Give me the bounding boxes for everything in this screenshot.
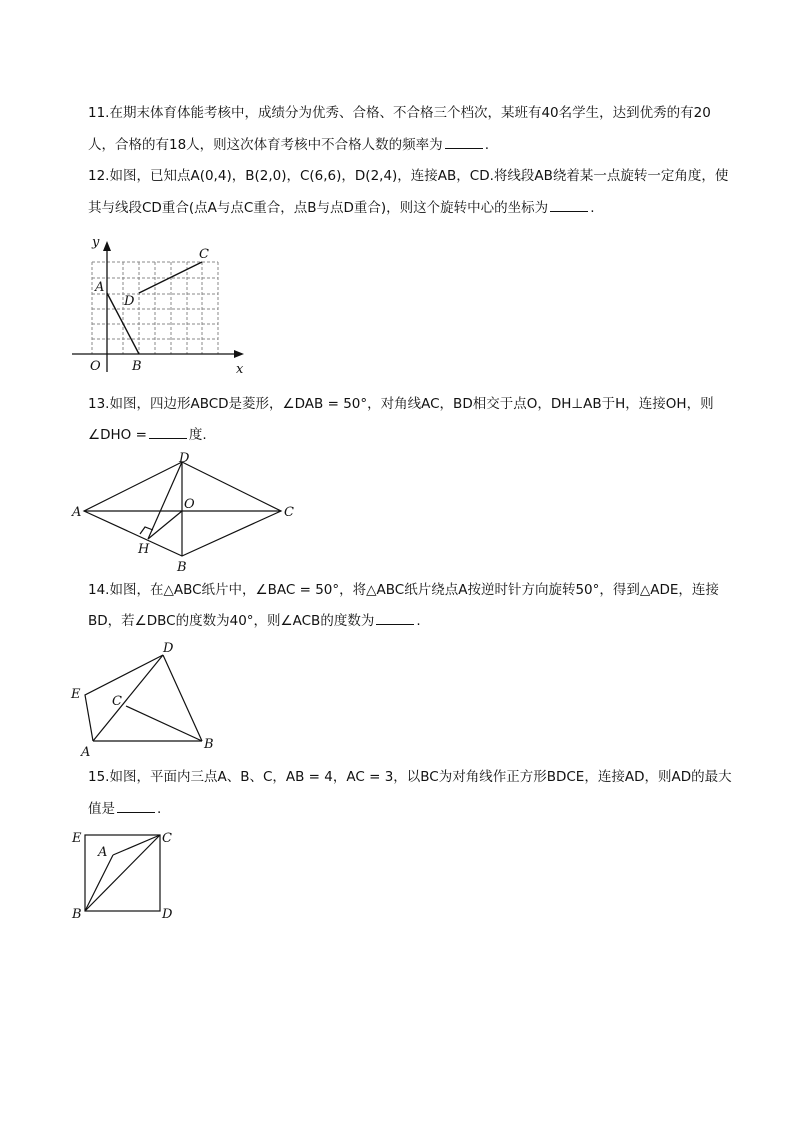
label-x: x — [236, 362, 244, 377]
q12-line1: 12.如图，已知点A(0,4)，B(2,0)，C(6,6)，D(2,4)，连接AB，CD.将线段AB绕着某一点旋转一定角度，使 — [88, 168, 729, 184]
label-b: B — [72, 907, 82, 922]
label-b: B — [204, 737, 214, 752]
grid — [92, 262, 218, 354]
label-d: D — [179, 451, 190, 466]
label-a: A — [72, 505, 82, 520]
label-h: H — [138, 542, 150, 557]
label-e: E — [72, 831, 82, 846]
label-c: C — [162, 831, 172, 846]
q14-line1: 14.如图，在△ABC纸片中，∠BAC = 50°，将△ABC纸片绕点A按逆时针方向旋转50°，得到△ADE，连接 — [88, 582, 719, 598]
label-c: C — [284, 505, 294, 520]
q13-line2: ∠DHO = 度. — [88, 427, 207, 443]
label-a: A — [98, 845, 108, 860]
label-o: O — [184, 497, 195, 512]
answer-blank[interactable] — [550, 199, 588, 212]
q14-line2: BD，若∠DBC的度数为40°，则∠ACB的度数为 . — [88, 613, 421, 629]
q11-line2: 人，合格的有18人，则这次体育考核中不合格人数的频率为 . — [88, 137, 489, 153]
answer-blank[interactable] — [117, 800, 155, 813]
segment-oh — [148, 511, 182, 539]
label-a: A — [95, 280, 105, 295]
label-c: C — [199, 247, 209, 262]
answer-blank[interactable] — [445, 136, 483, 149]
segment-ad — [93, 655, 163, 741]
q15-line1: 15.如图，平面内三点A、B、C，AB = 4，AC = 3，以BC为对角线作正方形BDCE，连接AD，则AD的最大 — [88, 769, 732, 785]
label-o: O — [90, 359, 101, 374]
y-axis-arrow — [103, 241, 111, 251]
q12-figure — [60, 228, 260, 378]
q15-figure — [66, 822, 186, 924]
q13-figure — [66, 448, 298, 572]
segment-ac — [113, 835, 160, 855]
answer-blank[interactable] — [149, 426, 187, 439]
q13-line1: 13.如图，四边形ABCD是菱形，∠DAB = 50°，对角线AC，BD相交于点O，DH⊥AB于H，连接OH，则 — [88, 396, 714, 412]
label-b: B — [177, 560, 187, 572]
label-b: B — [132, 359, 142, 374]
q12-line2: 其与线段CD重合(点A与点C重合，点B与点D重合)，则这个旋转中心的坐标为 . — [88, 200, 595, 216]
x-axis-arrow — [234, 350, 244, 358]
segment-bd — [163, 655, 202, 741]
q14-figure — [66, 636, 226, 760]
label-d: D — [124, 294, 135, 309]
segment-ab — [85, 855, 113, 911]
label-d: D — [162, 907, 173, 922]
q11-line1: 11.在期末体育体能考核中，成绩分为优秀、合格、不合格三个档次，某班有40名学生，达到优秀的有20 — [88, 105, 711, 121]
label-a: A — [81, 745, 91, 760]
triangle-ade-sides — [85, 655, 163, 741]
diagonal-bc — [85, 835, 160, 911]
q15-line2: 值是 . — [88, 801, 162, 817]
label-c: C — [112, 694, 122, 709]
segment-cb — [126, 706, 202, 741]
label-y: y — [92, 235, 100, 250]
label-d: D — [163, 641, 174, 656]
answer-blank[interactable] — [376, 612, 414, 625]
label-e: E — [71, 687, 81, 702]
segment-dh — [148, 462, 182, 539]
